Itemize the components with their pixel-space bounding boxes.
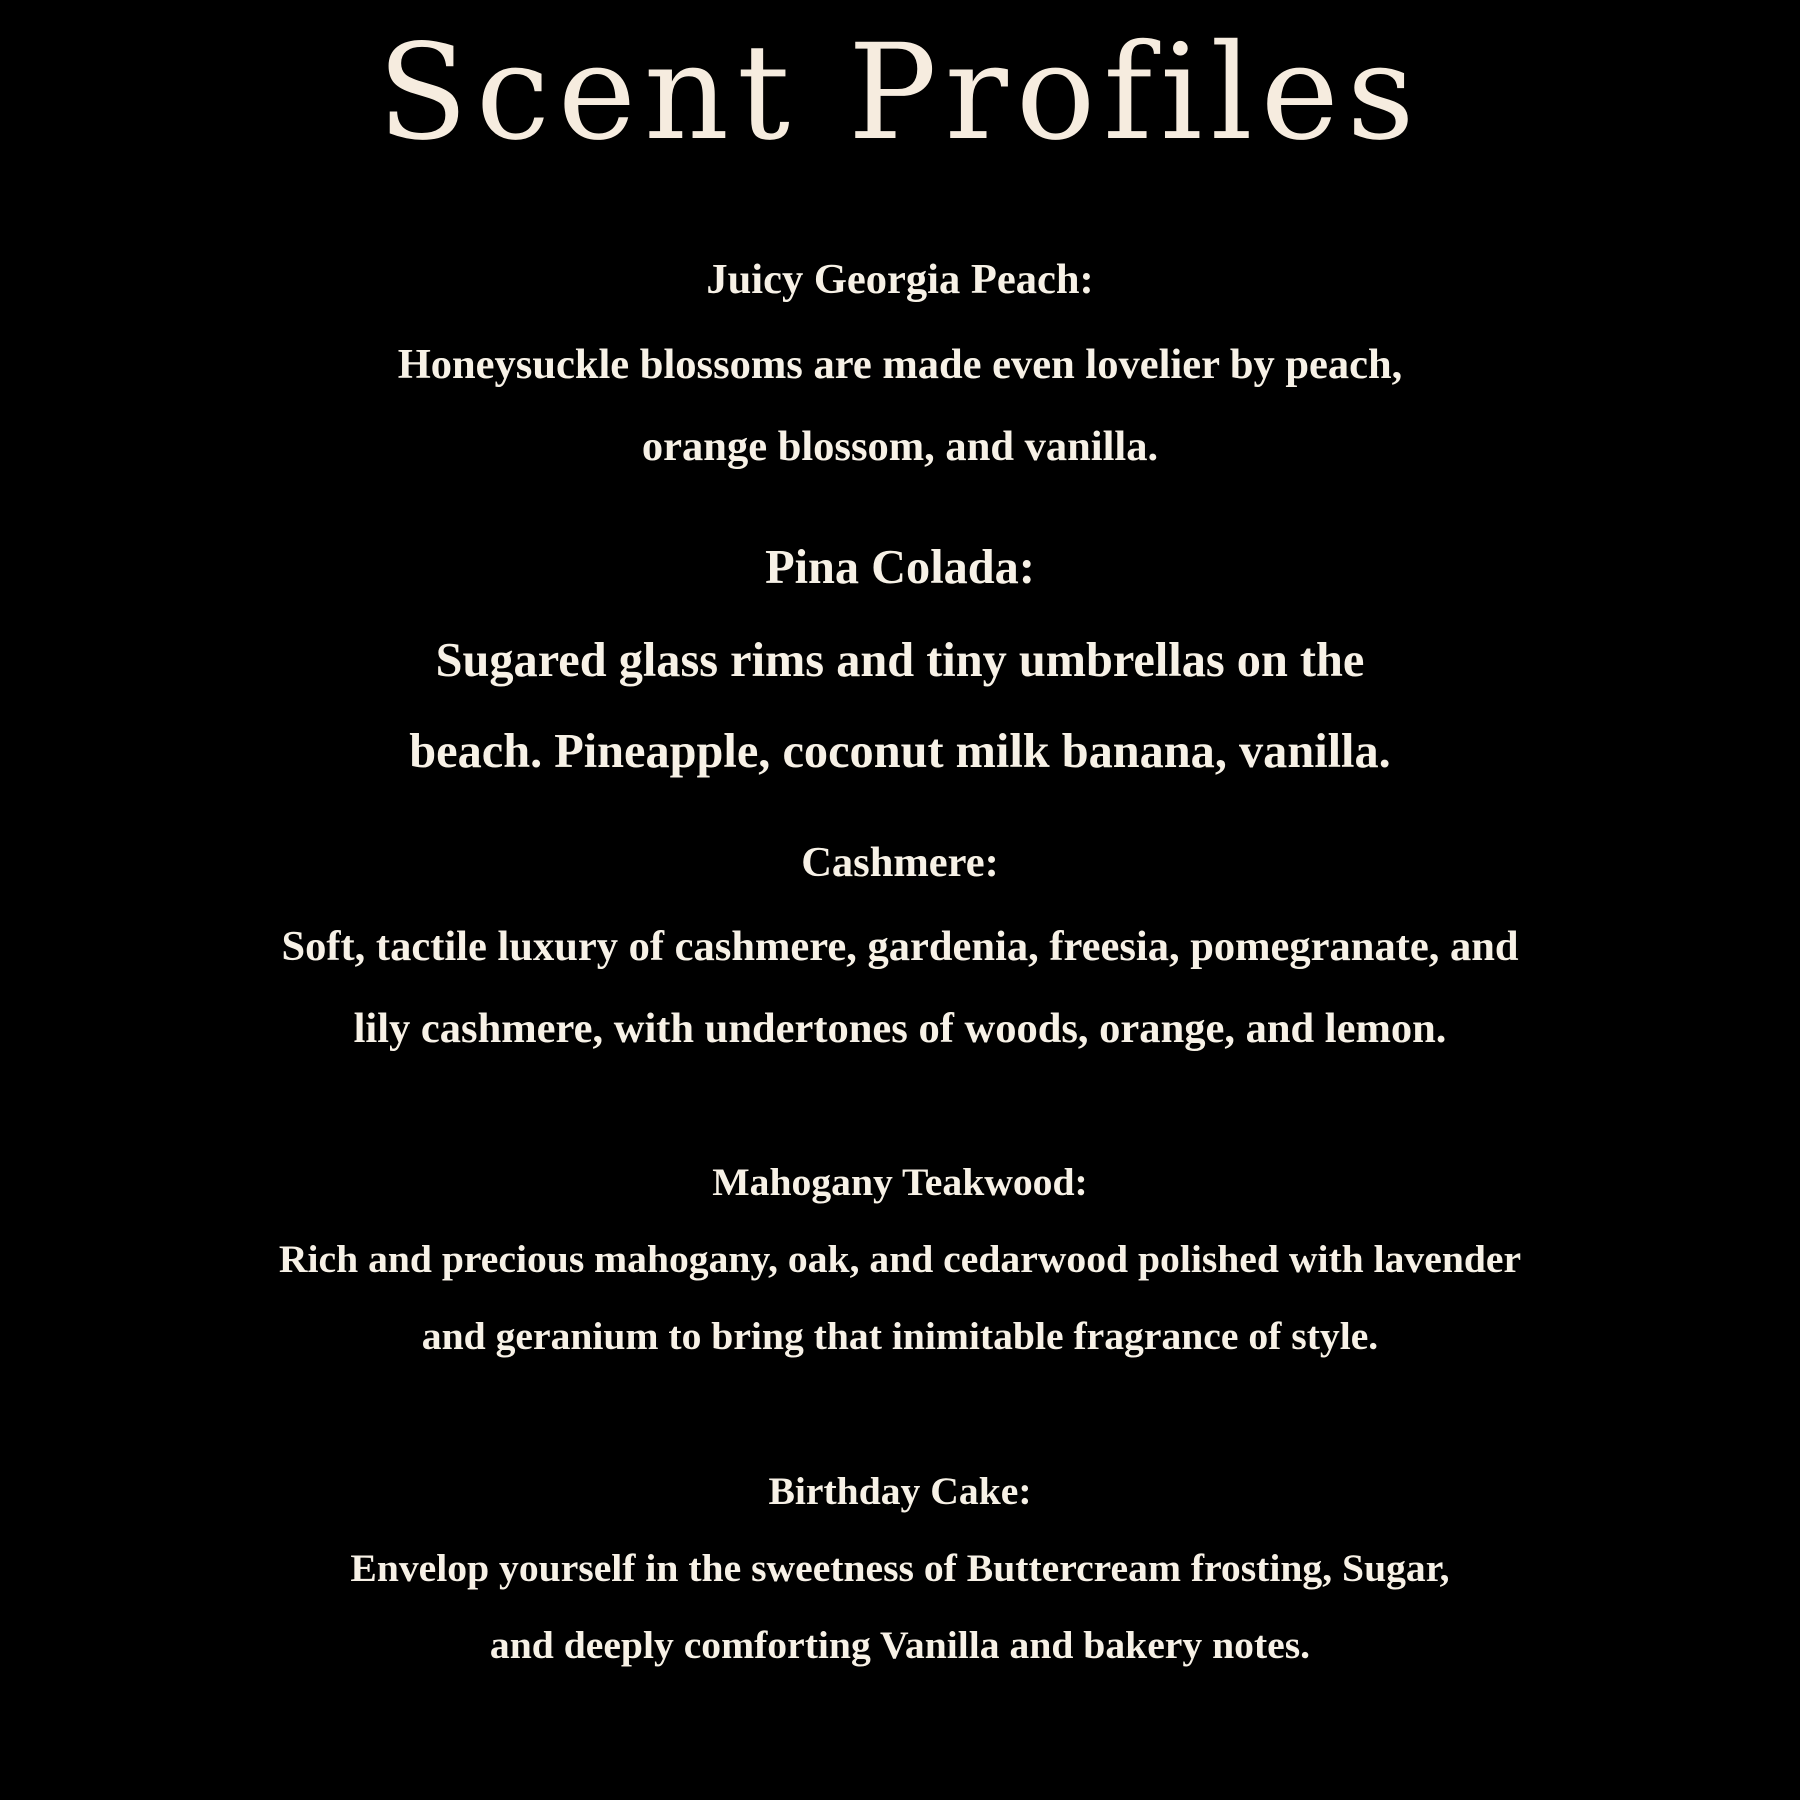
profile-birthday-cake-line-2: and deeply comforting Vanilla and bakery notes.	[489, 1623, 1311, 1667]
profile-cashmere-line-2: lily cashmere, with undertones of woods, orange, and lemon.	[353, 1005, 1447, 1052]
profile-cashmere-line-1: Soft, tactile luxury of cashmere, gardenia, freesia, pomegranate, and	[281, 923, 1519, 970]
profile-cashmere-name: Cashmere:	[801, 839, 999, 886]
profile-peach-name: Juicy Georgia Peach:	[706, 256, 1094, 303]
profile-pina-colada-name: Pina Colada:	[765, 541, 1035, 594]
profile-mahogany-name: Mahogany Teakwood:	[712, 1160, 1088, 1204]
profile-pina-colada-line-2: beach. Pineapple, coconut milk banana, vanilla.	[409, 725, 1391, 778]
profile-mahogany-line-2: and geranium to bring that inimitable fragrance of style.	[421, 1314, 1379, 1358]
profile-birthday-cake-line-1: Envelop yourself in the sweetness of Buttercream frosting, Sugar,	[350, 1546, 1450, 1590]
profile-peach-line-2: orange blossom, and vanilla.	[641, 423, 1159, 470]
profile-peach-line-1: Honeysuckle blossoms are made even lovelier by peach,	[397, 341, 1403, 388]
profile-pina-colada-line-1: Sugared glass rims and tiny umbrellas on the	[435, 634, 1365, 687]
profile-mahogany-line-1: Rich and precious mahogany, oak, and cedarwood polished with lavender	[278, 1237, 1522, 1281]
page-title: Scent Profiles	[377, 16, 1423, 170]
profile-birthday-cake-name: Birthday Cake:	[768, 1469, 1032, 1513]
